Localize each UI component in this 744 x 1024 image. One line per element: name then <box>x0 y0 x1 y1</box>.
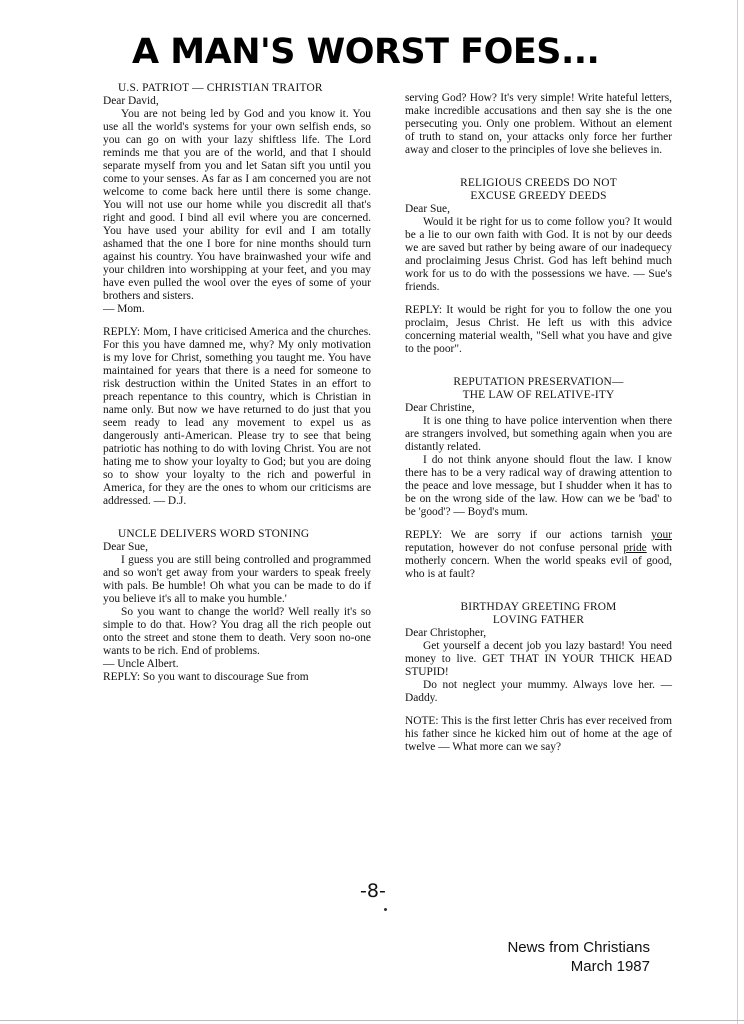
letter-body: It is one thing to have police intervention when there are strangers involved, but something again when you are distantly related. <box>405 415 672 453</box>
reply-text: with motherly concern. When the world speaks evil of good, who is at fault? <box>405 542 672 580</box>
page-edge <box>737 0 738 1024</box>
publication-footer <box>507 938 650 976</box>
left-column <box>103 82 371 684</box>
letter-body: You are not being led by God and you know it. You use all the world's systems for your own selfish ends, so you can go on with your lazy shiftless life. The Lord reminds me that you are of the world, and that I should separate myself from you and let Satan sift you until you come to your senses. As far as I am concerned you are not welcome to come back here until there is some change. You will not use our home while you discredit all that's right and good. I bind all evil where you are concerned. You have used your ability for evil and I am totally ashamed that the one I bore for nine months should turn against his country. You have brainwashed your wife and your children into worshipping at your feet, and you may have even pulled the wool over the eyes of some of your brothers and sisters. <box>103 108 371 302</box>
underlined-word: your <box>651 529 672 541</box>
page-edge <box>0 1020 744 1021</box>
reply-paragraph: REPLY: It would be right for you to follow the one you proclaim, Jesus Christ. He left us with this advice concerning material wealth, "Sell what you have and give to the poor". <box>405 304 672 355</box>
page-number: -8- <box>360 880 386 902</box>
letter-body: I do not think anyone should flout the law. I know there has to be a very radical way of drawing attention to the peace and love message, but I shudder when it has to be on the wrong side of the law. How can we be 'bad' to be 'good'? — Boyd's mum. <box>405 454 672 518</box>
page-title: A MAN'S WORST FOES... <box>132 32 600 72</box>
ink-dot <box>384 908 387 911</box>
reply-text: REPLY: We are sorry if our actions tarnish <box>405 529 652 541</box>
letter-signature: — Mom. <box>103 303 145 315</box>
underlined-word: pride <box>623 542 647 554</box>
letter-salutation: Dear Sue, <box>103 541 148 553</box>
letter-salutation: Dear Christine, <box>405 402 475 414</box>
letter-heading: REPUTATION PRESERVATION— <box>453 376 624 388</box>
reply-paragraph: REPLY: So you want to discourage Sue from <box>103 671 309 683</box>
letter-body: I guess you are still being controlled and programmed and so won't get away from your warders to speak freely with pals. Be humble! Oh what you can be made to do if you believe it's all to make you humble.' <box>103 554 371 605</box>
letter-body: Would it be right for us to come follow you? It would be a lie to our own faith with God. It is not by our deeds we are saved but rather by being aware of our inadequecy and proclaiming Jesus Christ. God has left behind much work for us to do with the possessions we have. — Sue's friends. <box>405 216 672 293</box>
letter-heading: BIRTHDAY GREETING FROM <box>460 601 617 613</box>
letter-heading: EXCUSE GREEDY DEEDS <box>470 190 607 202</box>
letter-salutation: Dear David, <box>103 95 159 107</box>
letter-body: Do not neglect your mummy. Always love her. — Daddy. <box>405 679 672 704</box>
letter-heading: RELIGIOUS CREEDS DO NOT <box>460 177 617 189</box>
publication-date: March 1987 <box>570 958 650 975</box>
letter-heading: THE LAW OF RELATIVE-ITY <box>462 389 615 401</box>
letter-salutation: Dear Sue, <box>405 203 450 215</box>
reply-continuation: serving God? How? It's very simple! Write hateful letters, make incredible accusations and then say she is the one persecuting you. Only one problem. Without an element of truth to stand on, your attacks only force her further away and closer to the principles of love she believes in. <box>405 92 672 156</box>
reply-text: reputation, however do not confuse personal <box>405 542 624 554</box>
reply-paragraph <box>405 529 672 581</box>
letter-heading: UNCLE DELIVERS WORD STONING <box>118 528 310 540</box>
letter-heading: LOVING FATHER <box>492 614 585 626</box>
right-column <box>405 92 672 754</box>
letter-body: So you want to change the world? Well really it's so simple to do that. How? You drag all the rich people out onto the street and stone them to death. Very soon no-one wants to be rich. End of problems. <box>103 606 371 657</box>
reply-paragraph: REPLY: Mom, I have criticised America and the churches. For this you have damned me, why? My only motivation is my love for Christ, something you taught me. You have maintained for years that there is a need for someone to risk destruction within the United States in an effort to preach repentance to this country, which is Christian in name only. But now we have returned to do just that you seem ready to lead any movement to expel us as dangerously anti-American. Please try to see that being patriotic has nothing to do with loving Christ. You are not hating me to show your loyalty to God; but you are doing so to show your loyalty to the rich and powerful in America, for they are the ones to whom our criticisms are addressed. — D.J. <box>103 326 371 507</box>
letter-heading: U.S. PATRIOT — CHRISTIAN TRAITOR <box>118 82 323 94</box>
letter-signature: — Uncle Albert. <box>103 658 179 670</box>
letter-body: Get yourself a decent job you lazy bastard! You need money to live. GET THAT IN YOUR THICK HEAD STUPID! <box>405 640 672 678</box>
publication-name: News from Christians <box>507 939 650 956</box>
letter-salutation: Dear Christopher, <box>405 627 487 639</box>
note-paragraph: NOTE: This is the first letter Chris has ever received from his father since he kicked him out of home at the age of twelve — What more can we say? <box>405 715 672 753</box>
